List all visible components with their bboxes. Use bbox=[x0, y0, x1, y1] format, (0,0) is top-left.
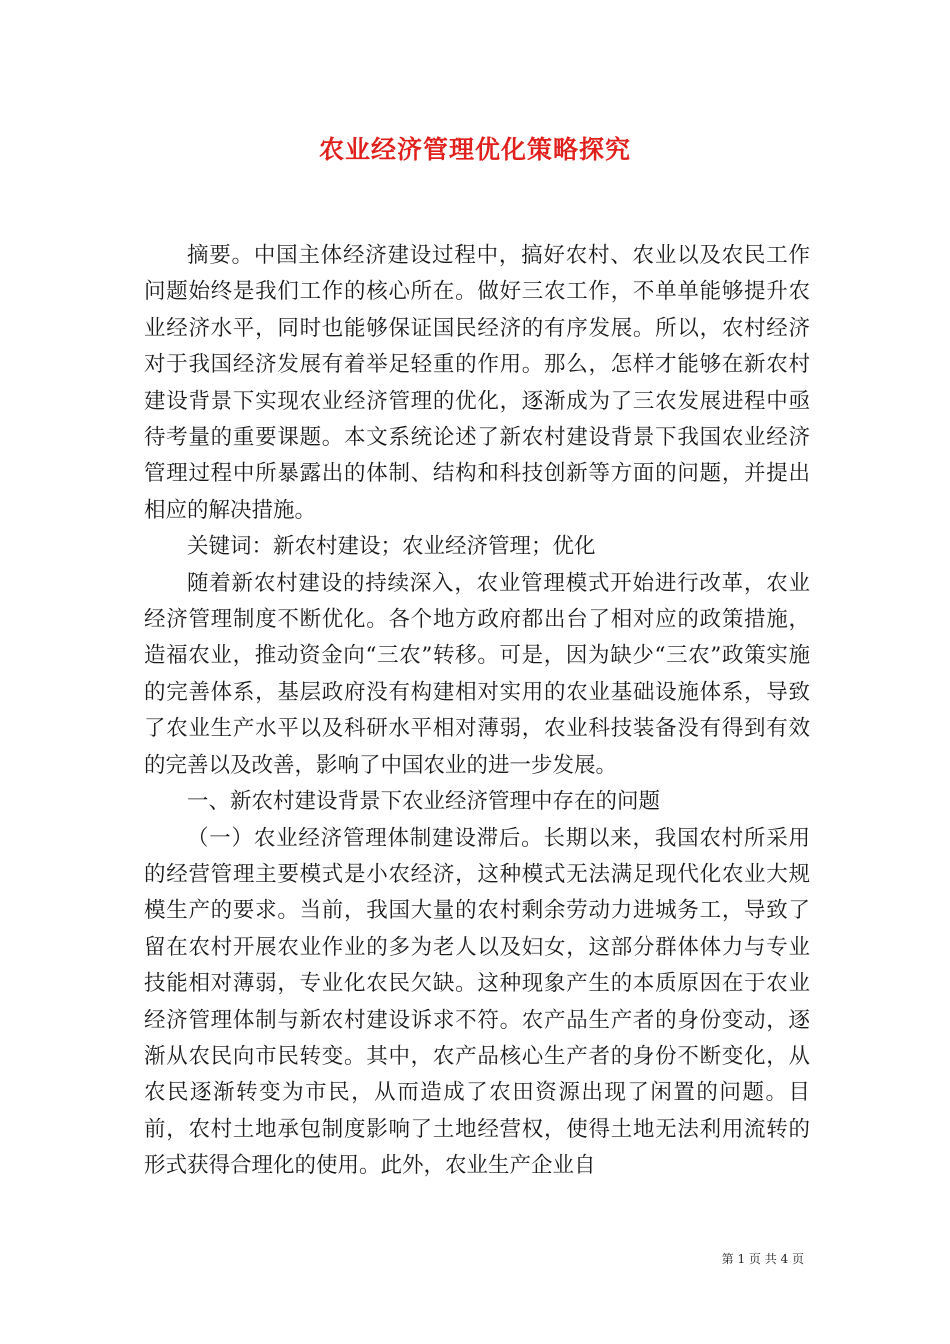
abstract-paragraph: 摘要。中国主体经济建设过程中，搞好农村、农业以及农民工作问题始终是我们工作的核心所在。做好三农工作，不单单能够提升农业经济水平，同时也能够保证国民经济的有序发展。所以，农村经济对于我国经济发展有着举足轻重的作用。那么，怎样才能够在新农村建设背景下实现农业经济管理的优化，逐渐成为了三农发展进程中亟待考量的重要课题。本文系统论述了新农村建设背景下我国农业经济管理过程中所暴露出的体制、结构和科技创新等方面的问题，并提出相应的解决措施。 bbox=[144, 243, 810, 523]
document-title: 农业经济管理优化策略探究 bbox=[318, 135, 631, 164]
section-1-paragraph: （一）农业经济管理体制建设滞后。长期以来，我国农村所采用的经营管理主要模式是小农经济，这种模式无法满足现代化农业大规模生产的要求。当前，我国大量的农村剩余劳动力进城务工，导致了留在农村开展农业作业的多为老人以及妇女，这部分群体体力与专业技能相对薄弱，专业化农民欠缺。这种现象产生的本质原因在于农业经济管理体制与新农村建设诉求不符。农产品生产者的身份变动，逐渐从农民向市民转变。其中，农产品核心生产者的身份不断变化，从农民逐渐转变为市民，从而造成了农田资源出现了闲置的问题。目前，农村土地承包制度影响了土地经营权，使得土地无法利用流转的形式获得合理化的使用。此外，农业生产企业自 bbox=[144, 825, 810, 1179]
page-number-footer: 第 1 页 共 4 页 bbox=[721, 1252, 804, 1266]
section-heading: 一、新农村建设背景下农业经济管理中存在的问题 bbox=[187, 789, 661, 815]
intro-paragraph: 随着新农村建设的持续深入，农业管理模式开始进行改革，农业经济管理制度不断优化。各个地方政府都出台了相对应的政策措施，造福农业，推动资金向“三农”转移。可是，因为缺少“三农”政策实施的完善体系，基层政府没有构建相对实用的农业基础设施体系，导致了农业生产水平以及科研水平相对薄弱，农业科技装备没有得到有效的完善以及改善，影响了中国农业的进一步发展。 bbox=[144, 570, 810, 778]
document-body bbox=[144, 238, 810, 1185]
keywords-paragraph: 关键词：新农村建设；农业经济管理；优化 bbox=[187, 534, 596, 560]
